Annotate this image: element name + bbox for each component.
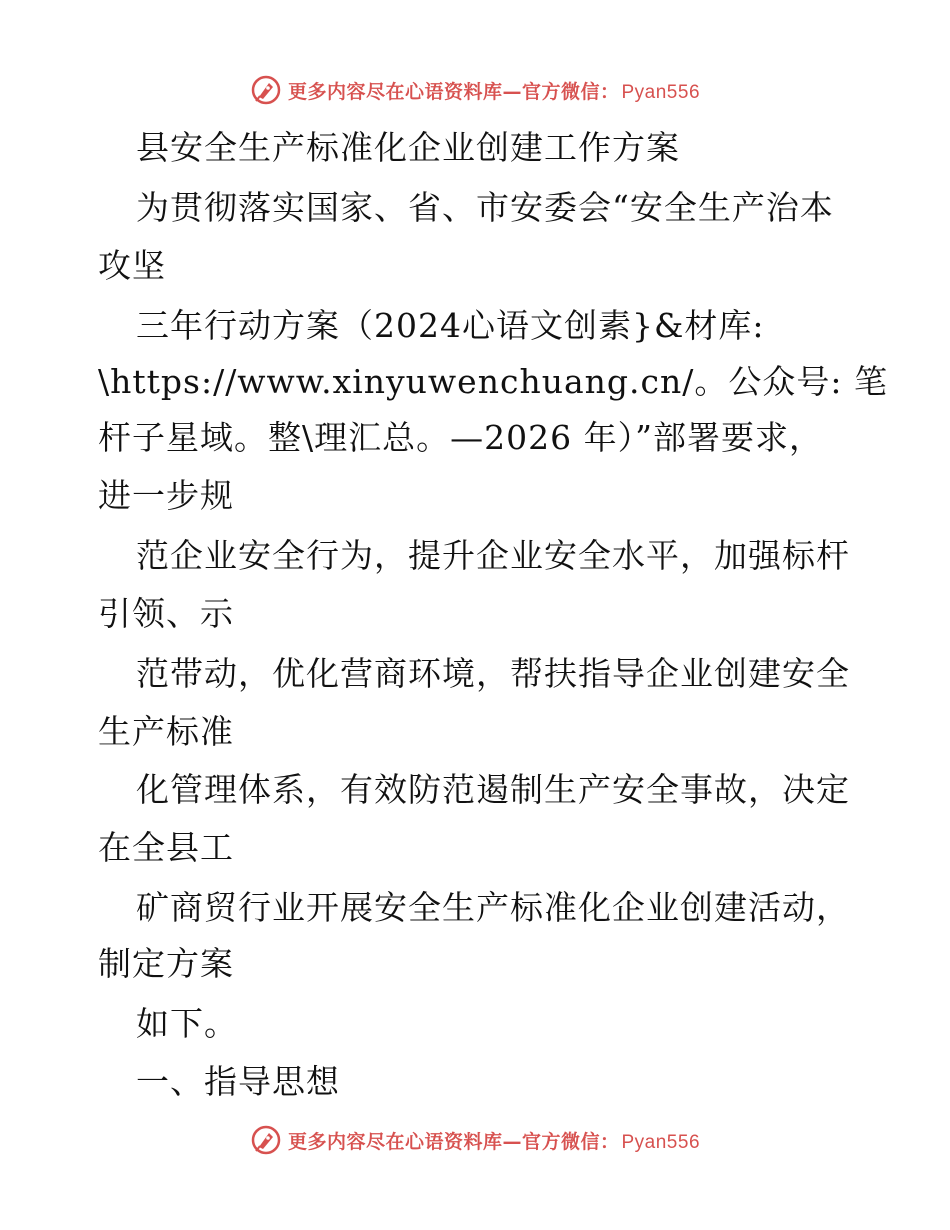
- document-title: 县安全生产标准化企业创建工作方案: [136, 128, 680, 167]
- paragraph-line: 杆子星域。整\理汇总。—2026 年）”部署要求，: [98, 418, 823, 457]
- footer-banner-text: [288, 1127, 700, 1154]
- paragraph-line: 范带动，优化营商环境，帮扶指导企业创建安全: [136, 654, 850, 693]
- paragraph-line: 为贯彻落实国家、省、市安委会“安全生产治本: [136, 188, 834, 227]
- paragraph-line: \https://www.xinyuwenchuang.cn/。公众号: 笔: [98, 362, 888, 401]
- pen-nib-logo-icon: [250, 74, 282, 106]
- paragraph-line: 进一步规: [98, 476, 234, 515]
- section-heading: 一、指导思想: [136, 1062, 340, 1101]
- header-banner-handle: Pyan556: [621, 81, 701, 103]
- footer-banner: [0, 1120, 950, 1160]
- paragraph-line: 化管理体系，有效防范遏制生产安全事故，决定: [136, 770, 850, 809]
- paragraph-line: 三年行动方案（2024心语文创素}&材库:: [136, 306, 765, 345]
- paragraph-line: 攻坚: [98, 246, 166, 285]
- header-banner: [0, 70, 950, 110]
- header-banner-text: [288, 77, 700, 104]
- pen-nib-logo-icon: [250, 1124, 282, 1156]
- paragraph-line: 生产标准: [98, 712, 234, 751]
- paragraph-line: 如下。: [136, 1004, 238, 1043]
- header-banner-label: 更多内容尽在心语资料库—官方微信：: [287, 80, 620, 103]
- paragraph-line: 矿商贸行业开展安全生产标准化企业创建活动，: [136, 888, 850, 927]
- footer-banner-label: 更多内容尽在心语资料库—官方微信：: [287, 1130, 620, 1153]
- footer-banner-handle: Pyan556: [621, 1131, 701, 1153]
- paragraph-line: 在全县工: [98, 828, 234, 867]
- paragraph-line: 引领、示: [98, 594, 234, 633]
- paragraph-line: 制定方案: [98, 944, 234, 983]
- paragraph-line: 范企业安全行为，提升企业安全水平，加强标杆: [136, 536, 850, 575]
